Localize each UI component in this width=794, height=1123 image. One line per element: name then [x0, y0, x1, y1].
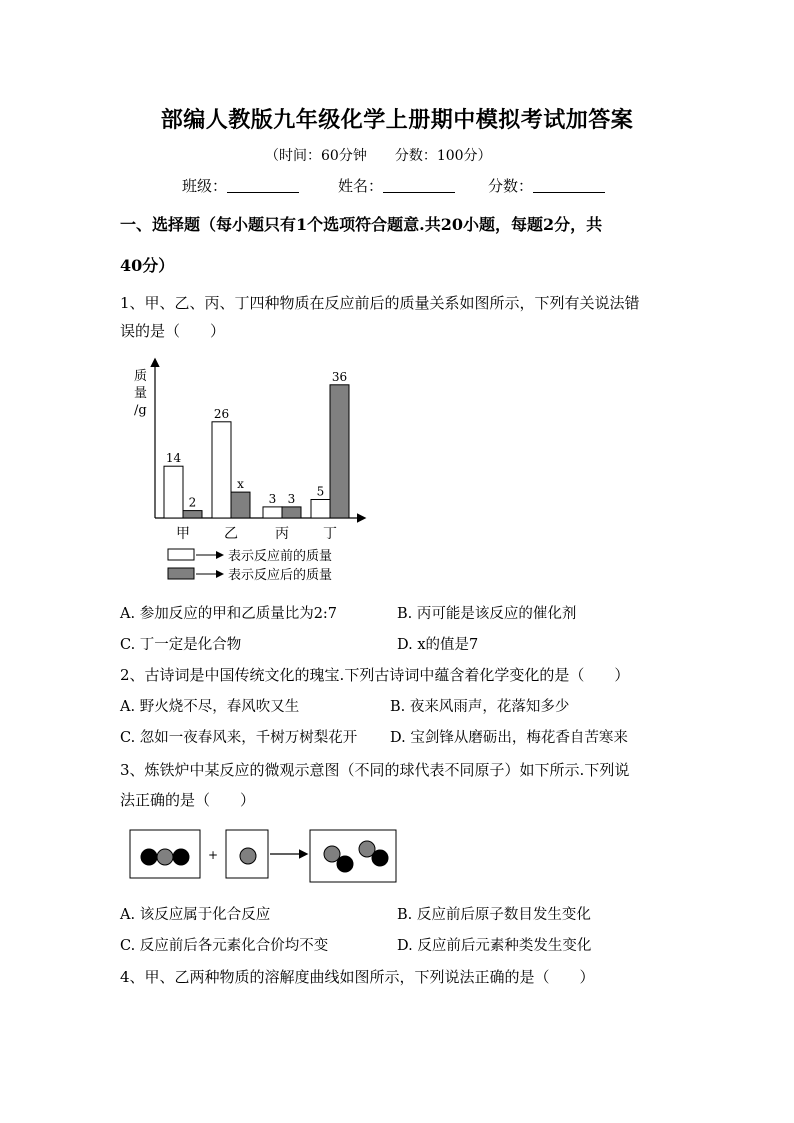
dark-atom-ball — [141, 849, 157, 865]
q3-option-d[interactable]: D. 反应前后元素种类发生变化 — [397, 938, 592, 954]
bar-data-label: 36 — [331, 369, 348, 384]
grey-atom-ball — [324, 846, 340, 862]
q1-option-b[interactable]: B. 丙可能是该反应的催化剂 — [397, 606, 577, 622]
q1-option-c[interactable]: C. 丁一定是化合物 — [120, 637, 242, 653]
q2-option-b[interactable]: B. 夜来风雨声，花落知多少 — [390, 699, 570, 715]
bar-data-label: 26 — [213, 406, 230, 421]
class-label: 班级： — [182, 177, 228, 195]
q3-micro-diagram — [120, 822, 410, 888]
score-label: 分数： — [488, 177, 534, 195]
q1-text-line1: 1、甲、乙、丙、丁四种物质在反应前后的质量关系如图所示，下列有关说法错 — [120, 294, 640, 312]
q1-text-line2: 误的是（ ） — [120, 322, 226, 340]
q2-option-a[interactable]: A. 野火烧不尽，春风吹又生 — [120, 699, 300, 715]
bars-group — [164, 370, 349, 542]
dark-atom-ball — [372, 850, 388, 866]
legend-swatch — [168, 568, 194, 579]
class-field — [182, 175, 299, 196]
bar-before — [164, 466, 183, 518]
q4-text-line1: 4、甲、乙两种物质的溶解度曲线如图所示，下列说法正确的是（ ） — [120, 968, 595, 986]
x-tick-label: 乙 — [224, 526, 238, 542]
dark-atom-ball — [173, 849, 189, 865]
bar-data-label: 5 — [316, 484, 325, 499]
q3-option-b[interactable]: B. 反应前后原子数目发生变化 — [397, 907, 591, 923]
y-axis-label-text: 量 — [134, 386, 148, 401]
q2-option-c[interactable]: C. 忽如一夜春风来，千树万树梨花开 — [120, 730, 358, 746]
q1-option-a[interactable]: A. 参加反应的甲和乙质量比为2:7 — [120, 606, 338, 622]
y-axis-label-text: /g — [134, 403, 147, 418]
bar-after — [282, 507, 301, 518]
q2-option-d[interactable]: D. 宝剑锋从磨砺出，梅花香自苦寒来 — [390, 730, 628, 746]
bar-before — [212, 422, 231, 518]
page-title: 部编人教版九年级化学上册期中模拟考试加答案 — [160, 107, 634, 133]
q1-bar-chart — [120, 356, 380, 588]
score-field — [488, 175, 605, 196]
bar-after — [231, 492, 250, 518]
x-tick-label: 丙 — [275, 526, 289, 542]
grey-atom-ball — [240, 848, 256, 864]
name-label: 姓名： — [338, 177, 384, 195]
bar-data-label: 2 — [188, 495, 197, 510]
q3-option-c[interactable]: C. 反应前后各元素化合价均不变 — [120, 938, 329, 954]
bar-data-label: 14 — [165, 451, 182, 466]
name-field — [338, 175, 455, 196]
bar-after — [330, 385, 349, 518]
section-heading-line2: 40分） — [120, 256, 175, 275]
q1-option-d[interactable]: D. x的值是7 — [397, 637, 479, 653]
reaction-diagram-svg — [120, 822, 410, 888]
chart-legend — [168, 548, 332, 583]
grey-atom-ball — [157, 849, 173, 865]
class-blank[interactable] — [227, 178, 299, 193]
exam-subtitle: （时间：60分钟 分数：100分） — [265, 148, 492, 164]
bar-before — [263, 507, 282, 518]
legend-swatch — [168, 549, 194, 560]
q3-option-a[interactable]: A. 该反应属于化合反应 — [120, 907, 271, 923]
plus-sign: + — [208, 848, 219, 862]
y-axis-label-text: 质 — [134, 369, 148, 384]
x-tick-label: 甲 — [176, 526, 190, 542]
bar-chart-svg — [120, 356, 380, 588]
bar-after — [183, 511, 202, 518]
x-tick-label: 丁 — [323, 526, 337, 542]
bar-data-label: 3 — [268, 491, 277, 506]
legend-label: 表示反应后的质量 — [228, 568, 333, 583]
q3-text-line1: 3、炼铁炉中某反应的微观示意图（不同的球代表不同原子）如下所示.下列说 — [120, 761, 630, 779]
bar-before — [311, 500, 330, 519]
q2-text-line1: 2、古诗词是中国传统文化的瑰宝.下列古诗词中蕴含着化学变化的是（ ） — [120, 666, 630, 684]
name-blank[interactable] — [383, 178, 455, 193]
bar-data-label: 3 — [287, 491, 296, 506]
legend-label: 表示反应前的质量 — [228, 549, 333, 564]
section-heading-line1: 一、选择题（每小题只有1个选项符合题意.共20小题，每题2分，共 — [120, 215, 603, 234]
q3-text-line2: 法正确的是（ ） — [120, 791, 256, 809]
y-axis-label — [134, 369, 147, 418]
dark-atom-ball — [337, 856, 353, 872]
score-blank[interactable] — [533, 178, 605, 193]
bar-data-label: x — [237, 477, 244, 492]
